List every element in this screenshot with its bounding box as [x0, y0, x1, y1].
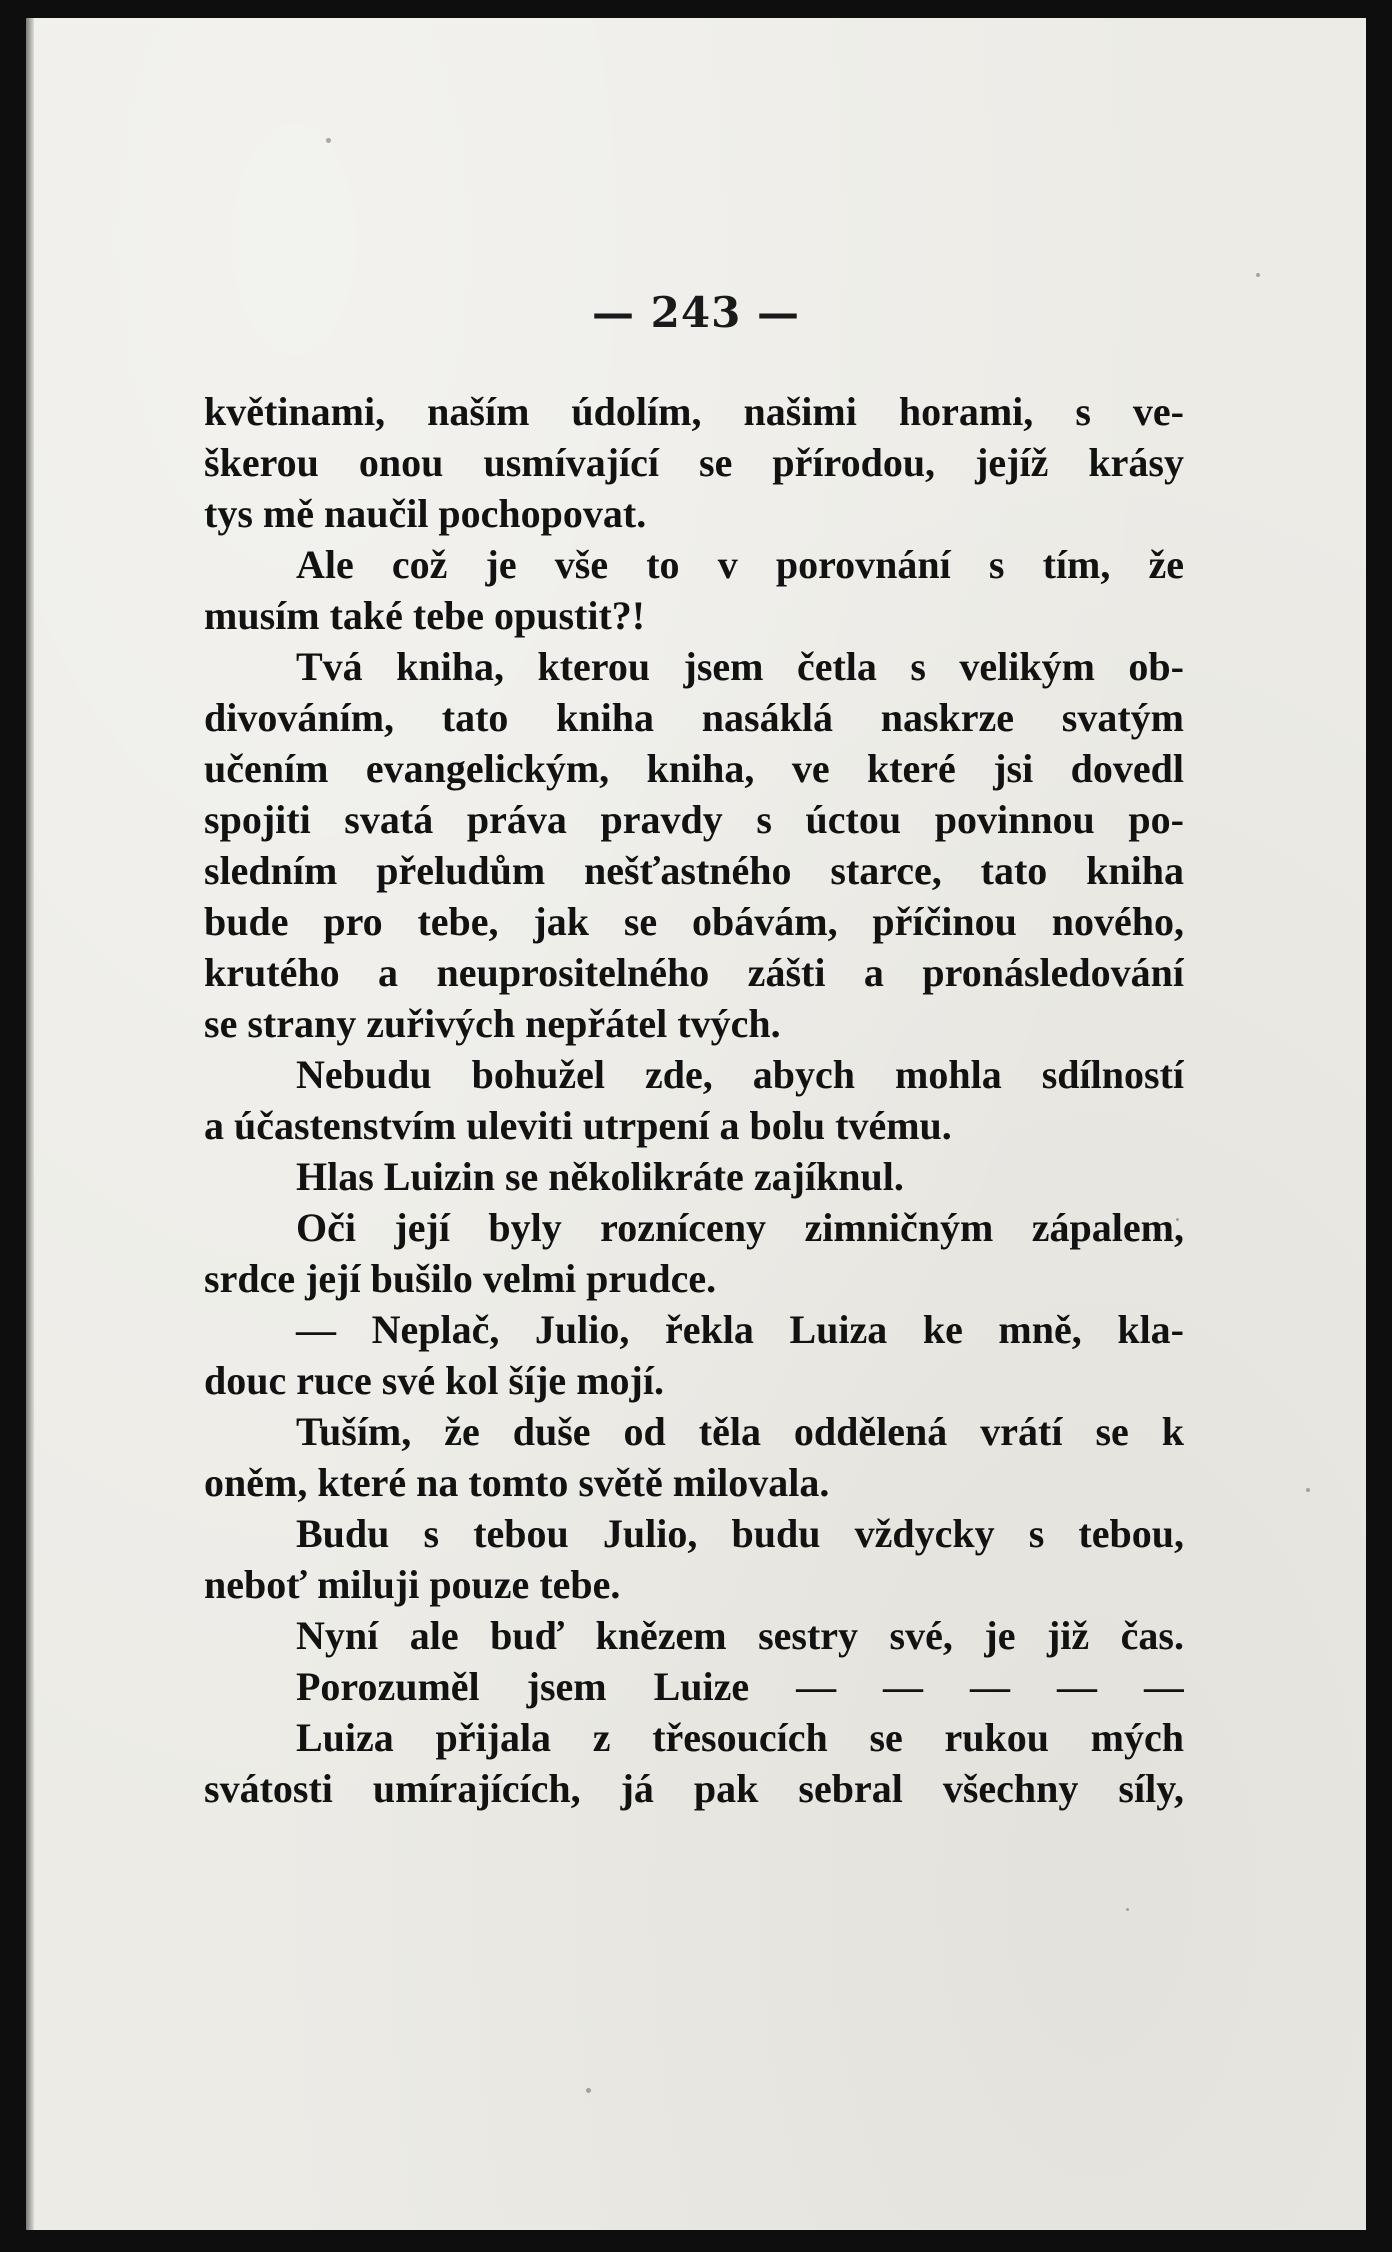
- text-line: svátosti umírajících, já pak sebral všechny síly,: [204, 1766, 1184, 1811]
- text-line: tys mě naučil pochopovat.: [204, 491, 647, 536]
- text-line: Budu s tebou Julio, budu vždycky s tebou,: [296, 1511, 1184, 1556]
- text-line: neboť miluji pouze tebe.: [204, 1562, 621, 1607]
- text-line: Ale což je vše to v porovnání s tím, že: [296, 542, 1184, 587]
- page-edge-shadow: [26, 18, 34, 2230]
- paper-speck: [326, 138, 331, 143]
- text-line: a účastenstvím uleviti utrpení a bolu tvému.: [204, 1103, 952, 1148]
- text-line: sledním přeludům nešťastného starce, tato kniha: [204, 848, 1184, 893]
- paper-speck: [586, 2088, 591, 2093]
- text-line: krutého a neuprositelného zášti a pronásledování: [204, 950, 1184, 995]
- text-line: Nebudu bohužel zde, abych mohla sdílností: [296, 1052, 1184, 1097]
- text-line: Nyní ale buď knězem sestry své, je již čas.: [296, 1613, 1184, 1658]
- body-text: [204, 386, 1184, 1814]
- text-line: Tuším, že duše od těla oddělená vrátí se k: [296, 1409, 1184, 1454]
- text-line: se strany zuřivých nepřátel tvých.: [204, 1001, 781, 1046]
- text-line: bude pro tebe, jak se obávám, příčinou nového,: [204, 899, 1184, 944]
- paper-speck: [1126, 1908, 1129, 1911]
- text-line: divováním, tato kniha nasáklá naskrze svatým: [204, 695, 1184, 740]
- text-line: škerou onou usmívající se přírodou, jejíž krásy: [204, 440, 1184, 485]
- text-line: Hlas Luizin se několikráte zajíknul.: [296, 1154, 904, 1199]
- book-page: [26, 18, 1366, 2230]
- paper-speck: [1306, 1488, 1310, 1492]
- text-line: — Neplač, Julio, řekla Luiza ke mně, kla-: [296, 1307, 1184, 1352]
- text-line: srdce její bušilo velmi prudce.: [204, 1256, 717, 1301]
- text-line: musím také tebe opustit?!: [204, 593, 646, 638]
- text-line: Tvá kniha, kterou jsem četla s velikým ob-: [296, 644, 1184, 689]
- text-line: oněm, které na tomto světě milovala.: [204, 1460, 830, 1505]
- text-line: spojiti svatá práva pravdy s úctou povinnou po-: [204, 797, 1184, 842]
- text-line: douc ruce své kol šíje mojí.: [204, 1358, 664, 1403]
- page-number: — 243 —: [592, 288, 800, 337]
- text-line: učením evangelickým, kniha, ve které jsi dovedl: [204, 746, 1184, 791]
- text-line: Oči její byly rozníceny zimničným zápalem,: [296, 1205, 1184, 1250]
- text-line: Luiza přijala z třesoucích se rukou mých: [296, 1715, 1184, 1760]
- text-line: květinami, naším údolím, našimi horami, s ve-: [204, 389, 1184, 434]
- paper-speck: [1256, 273, 1260, 277]
- text-line: Porozuměl jsem Luize — — — — —: [296, 1664, 1184, 1709]
